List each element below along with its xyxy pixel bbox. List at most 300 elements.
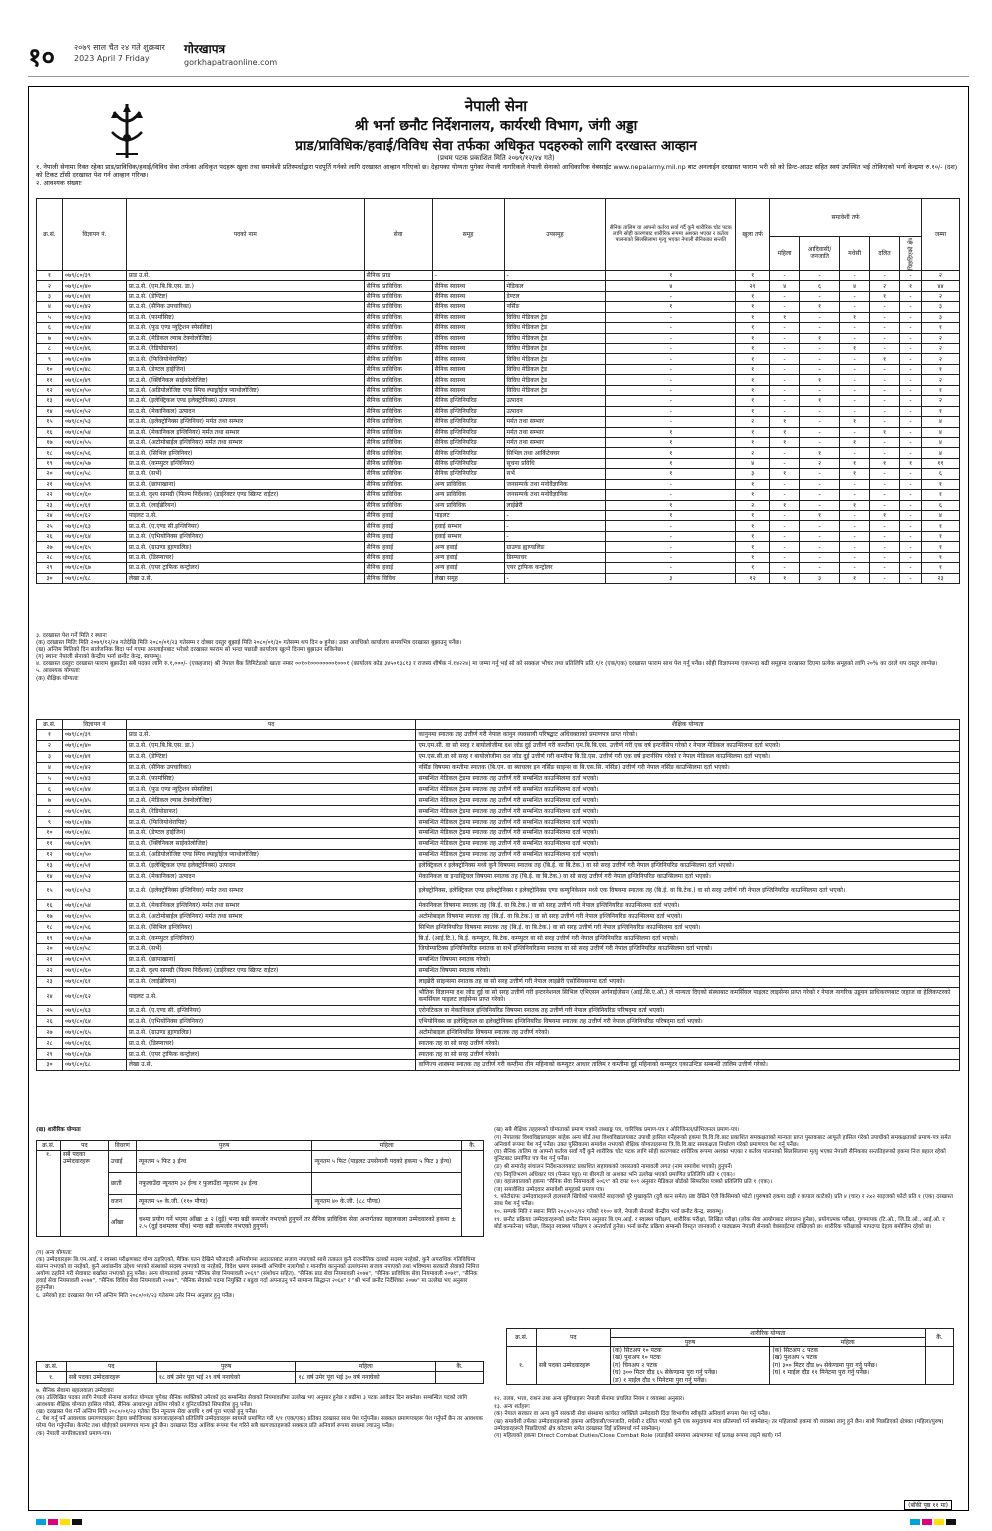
notice-dept: श्री भर्ना छनौट निर्देशनालय, कार्यरथी विभाग, जंगी अड्डा	[354, 118, 638, 134]
section-line: (क) शैक्षिक योग्यताः	[36, 675, 79, 682]
right-paragraph: १२. तलब, भत्ता, राशन तथा अन्य सुविधाहरूः नेपाली सेनामा प्रचलित नियम र व्यवस्था अनुसार।	[494, 1396, 685, 1402]
education-table-body	[37, 730, 960, 1071]
table-cell: सैनिक हवाई	[364, 552, 432, 562]
col-adivasi: आदिवासी/ जनजाति	[800, 237, 840, 271]
table-cell: १	[921, 406, 959, 416]
table-cell: -	[870, 312, 900, 322]
table-cell: ०७९/८०/६३	[62, 1005, 126, 1016]
table-cell: हवाई सम्भार	[432, 531, 504, 541]
table-cell: प्रा.उ.से. (अटोमोबाईल इन्जिनियर) मर्मत तथा सम्भार	[126, 437, 364, 447]
phy-post: सबै पदका उम्मेदवारहरू	[60, 1151, 108, 1237]
table-cell: अटोमोबाइल इन्जिनियरिङ विषयमा स्नातक तह उत्तीर्ण गरेको।	[416, 1027, 960, 1038]
table-cell: २१	[37, 479, 63, 489]
table-cell: ३	[736, 469, 770, 479]
table-cell: प्रा.उ.से. (मेकानिकल) उत्पादन	[126, 406, 364, 416]
table-cell: १	[736, 511, 770, 521]
fit-male	[610, 1347, 770, 1385]
table-cell: ०७९/८०/४६	[62, 344, 126, 354]
table-row	[37, 806, 960, 817]
table-cell: १	[840, 500, 870, 510]
table-cell: १	[736, 406, 770, 416]
table-cell: सैनिक स्वास्थ्य	[432, 333, 504, 343]
table-cell: अन्य प्राविधिक	[432, 479, 504, 489]
table-cell: २३	[37, 500, 63, 510]
table-cell: -	[606, 417, 736, 427]
col-post: पदको नाम	[126, 199, 364, 271]
col-total: जम्मा	[921, 199, 959, 271]
table-cell: सैनिक प्राविधिक	[364, 344, 432, 354]
table-row	[37, 364, 960, 374]
table-cell: सम्बन्धित मेडिकल ट्रेडमा स्नातक तह उत्तीर्ण गरी सम्बन्धित काउन्सिलमा दर्ता भएको।	[416, 817, 960, 828]
table-row	[37, 500, 960, 510]
table-cell: ३	[606, 573, 736, 583]
table-cell: १८	[37, 922, 63, 933]
table-cell: प्रा.उ.से. (सर्भे)	[126, 469, 364, 479]
table-cell: सैनिक इन्जिनियरिङ	[432, 427, 504, 437]
table-cell: -	[800, 552, 840, 562]
table-cell: जियोम्याटिक्स इन्जिनियरिङ स्नातक वा सर्भे इन्जिनियरिङमा स्नातक वा सो सरह उत्तीर्ण गरी नेपाल इन्जिनियरिङ काउन्सिलमा दर्ता भएको।	[416, 944, 960, 955]
table-cell: ०७९/८०/४५	[62, 333, 126, 343]
phy-remarks	[461, 1151, 483, 1237]
table-cell: सैनिक स्वास्थ्य	[432, 281, 504, 291]
table-row	[37, 563, 960, 573]
phy-male: न्यूनतम ५० के.जी. (११० पौण्ड)	[136, 1195, 312, 1209]
table-cell: -	[770, 531, 800, 541]
table-cell: ०७९/८०/५१	[62, 396, 126, 406]
table-cell: सैनिक प्राविधिक	[364, 500, 432, 510]
right-paragraph: १३. अन्य शर्तहरूः	[494, 1403, 530, 1410]
fit-female-item: (घ) १ माईल दौड ११ मिनेटमा पुरा गर्नु पर्नेछ।	[772, 1369, 870, 1377]
table-cell: सैनिक प्राविधिक	[364, 448, 432, 458]
table-row	[37, 933, 960, 944]
table-cell: -	[900, 448, 922, 458]
table-cell: १	[736, 291, 770, 301]
phy-male: नफुलाउँदा न्यूनतम ३२ ईन्च र फुलाउँदा न्यूनतम ३४ ईन्च	[136, 1173, 312, 1195]
table-cell: १	[840, 573, 870, 583]
table-cell: १	[921, 323, 959, 333]
table-cell: ०७९/८०/४१	[62, 291, 126, 301]
table-cell: पाइलट उ.से.	[126, 987, 416, 1005]
section-3-5	[36, 633, 960, 683]
table-cell: -	[840, 354, 870, 364]
table-cell: सम्बन्धित मेडिकल ट्रेडमा स्नातक तह उत्तीर्ण गरी सम्बन्धित काउन्सिलमा दर्ता भएको।	[416, 795, 960, 806]
table-cell: प्रा.उ.से. (कम्प्युटर इन्जिनियर)	[126, 458, 364, 468]
right-column-text	[494, 1127, 954, 1231]
table-cell: -	[504, 531, 606, 541]
table-cell: मेकानिकल विषयमा स्नातक तह (बि.ई. वा बि.टेक.) वा सो सरह उत्तीर्ण गरी नेपाल इन्जिनियरिङ काउन्सिलमा दर्ता भएको।	[416, 900, 960, 911]
table-cell: १	[736, 323, 770, 333]
table-cell: -	[870, 563, 900, 573]
table-cell: ६	[37, 784, 63, 795]
table-cell: -	[606, 291, 736, 301]
table-cell: ०७९/८०/४२	[62, 762, 126, 773]
table-cell: -	[800, 344, 840, 354]
table-cell: १४	[37, 406, 63, 416]
table-cell: १	[770, 469, 800, 479]
table-cell: अन्य प्राविधिक	[432, 490, 504, 500]
table-cell: अटोमोबाइल विषयमा स्नातक तह (बि.ई. वा बि.टेक.) वा सो सरह उत्तीर्ण गरी नेपाल इन्जिनियरिङ काउन्सिलमा दर्ता भएको।	[416, 911, 960, 922]
phy-female: न्यूनतम ४० के.जी. (८८ पौण्ड)	[312, 1195, 462, 1209]
table-cell: -	[840, 406, 870, 416]
table-cell: सैनिक प्राविधिक	[364, 364, 432, 374]
table-cell: १	[870, 458, 900, 468]
table-cell: ०७९/८०/४३	[62, 773, 126, 784]
table-row	[37, 1060, 960, 1071]
table-row	[37, 479, 960, 489]
table-cell: प्रा.उ.से. (एयर ट्राफिक कन्ट्रोलर)	[126, 563, 364, 573]
table-cell: १	[606, 469, 736, 479]
table-cell: -	[840, 490, 870, 500]
table-cell: २०	[37, 944, 63, 955]
phy-col-female: महिला	[312, 1141, 462, 1151]
table-cell: ०७९/८०/६४	[62, 531, 126, 541]
table-cell: सैनिक प्राविधिक	[364, 375, 432, 385]
col-samuha: समूह	[432, 199, 504, 271]
table-cell: लेखा उ.से.	[126, 1060, 416, 1071]
table-cell: ०७९/८०/४०	[62, 281, 126, 291]
table-cell: सैनिक हवाई	[364, 511, 432, 521]
table-cell: -	[800, 312, 840, 322]
table-cell: प्रा.उ.से. (मेडिकल ल्याब टेक्नोलोजिष्ट)	[126, 795, 416, 806]
intro-paragraph: १. नेपाली सेनामा रिक्त रहेका प्राड/प्राविधिक/हवाई/विविध सेवा तर्फका अधिकृत पदहरू खुला तथा समावेशी प्रतिस्पर्धाद्वारा पदपूर्ति गर्नको लागि दरखास्त आव्हान गरिएको छ। देहायका योग्यता पुगेका नेपाली नागरिकले नेपाली सेनाको आधिकारिक वेबसाईट www.nepalarmy.mil.np बाट अनलाईन दरखास्त फाराम भरी सो को प्रिन्ट-आउट सहित स्वयं उपस्थित भई तोकिएको भर्ना केन्द्रमा रु.१०/- (दश) को टिकट टाँसी दरखास्त पेश गर्न आव्हान गरिन्छ। २. आवश्यक संख्याः	[36, 163, 958, 188]
table-cell: १४	[37, 871, 63, 882]
edu-col-adv: विज्ञापन नं	[62, 720, 126, 730]
age-col-male: पुरुष	[156, 1362, 296, 1372]
table-cell: १	[900, 281, 922, 291]
table-cell: प्रा.उ.से. (लाईब्रेरियन)	[126, 976, 416, 987]
table-cell: ०७९/८०/६०	[62, 490, 126, 500]
table-cell: -	[870, 437, 900, 447]
table-cell: -	[900, 531, 922, 541]
table-cell: ०७९/८०/५६	[62, 922, 126, 933]
table-cell: सम्बन्धित विषयमा स्नातक गरेको।	[416, 965, 960, 976]
table-row	[37, 354, 960, 364]
table-cell: -	[900, 521, 922, 531]
table-cell: सैनिक इन्जिनियरिङ	[432, 417, 504, 427]
table-cell: ४	[840, 281, 870, 291]
table-cell: सैनिक हवाई	[364, 563, 432, 573]
table-cell: १३	[37, 396, 63, 406]
phy-female	[312, 1173, 462, 1195]
table-cell: -	[504, 270, 606, 280]
physical-table	[36, 1140, 484, 1237]
right-paragraph: (ख) समावेशी तर्फका उम्मेदवारहरूको हकमा आदिवासी/जनजाति, मधेसी र दलित भएको कुनै एक समुदायमा मात्र प्रतिस्पर्धा गर्न सक्नेछन्। तर महिलाको हकमा यो व्यवस्था लागु हुने छैन। साथै पिछडिएको क्षेत्रका (महिला/पुरुष) उम्मेदवारहरूले पिछडिएको क्षेत्र कोटामा समेत दरखास्त दिई प्रतिस्पर्धा गर्न सक्नेछन्।	[494, 1418, 944, 1432]
fit-male-item: (घ) ३०० मिटर दौड ६५ सेकेण्डमा पुरा गर्नु पर्नेछ।	[612, 1369, 718, 1377]
table-cell: ८	[37, 344, 63, 354]
table-cell: -	[870, 479, 900, 489]
table-row	[37, 871, 960, 882]
table-row	[37, 882, 960, 900]
table-cell: सैनिक प्राविधिक	[364, 406, 432, 416]
table-cell: १	[900, 458, 922, 468]
table-row	[37, 900, 960, 911]
table-cell: अन्य हवाई	[432, 552, 504, 562]
fitness-test-table	[506, 1328, 954, 1385]
table-cell: सैनिक प्राविधिक	[364, 281, 432, 291]
table-cell: २४	[37, 511, 63, 521]
table-cell: १	[770, 312, 800, 322]
table-cell: १	[606, 511, 736, 521]
table-cell: डेण्टल	[504, 291, 606, 301]
table-cell: ५	[37, 773, 63, 784]
table-cell: अन्य प्राविधिक	[432, 500, 504, 510]
age-col-sn: क्र.सं.	[37, 1362, 67, 1372]
table-cell: १	[770, 417, 800, 427]
table-cell: ०७९/८०/३९	[62, 270, 126, 280]
table-row	[37, 573, 960, 583]
table-cell: -	[606, 479, 736, 489]
table-cell: ४	[921, 427, 959, 437]
table-row	[37, 828, 960, 839]
age-remarks	[436, 1372, 484, 1384]
right-paragraph: (घ) सैनिक तालिम वा आफ्नो कर्तव्य सर्वा गर्दै कुनै शारीरिक चोट पटक लागि सोही कारणबाट शारीरिक रूपमा अशक्त भएका र कर्तव्य पालनाको सिलसिलामा मृत्यु भएका नेपाली सैनिकका सन्ततिहरूको हकमा निज बहाल रहेको युनिटबाट प्रमाणित पत्र पेश गर्नु पर्नेछ।	[494, 1149, 946, 1163]
table-cell: -	[900, 437, 922, 447]
table-cell: १	[800, 333, 840, 343]
age-male: १८ वर्ष उमेर पूरा भई २९ वर्ष ननाघेको	[156, 1372, 296, 1384]
table-cell: १	[736, 490, 770, 500]
table-cell: १	[736, 542, 770, 552]
table-cell: १२	[37, 849, 63, 860]
table-cell: -	[870, 323, 900, 333]
table-cell: २६	[37, 531, 63, 541]
age-col-female: महिला	[296, 1362, 436, 1372]
table-cell: १	[921, 490, 959, 500]
table-row	[37, 976, 960, 987]
table-cell: विविध मेडिकल ट्रेड	[504, 385, 606, 395]
table-cell: प्रा.उ.से. (इलेक्ट्रोनिक्स इन्जिनियर) मर्मत तथा सम्भार	[126, 882, 416, 900]
table-cell: प्रा.उ.से. (मेडिकल ल्याब टेक्नोलोजिष्ट)	[126, 333, 364, 343]
table-cell: २८	[37, 1038, 63, 1049]
phy-desc: छाती	[108, 1173, 136, 1195]
table-cell: ०७९/८०/५९	[62, 479, 126, 489]
table-cell: -	[840, 291, 870, 301]
table-cell: लाईब्रेरी	[504, 500, 606, 510]
section-line: (क) दरखास्त मितिः मिति २०७९/१२/२४ गतेदेखि मिति २०८०/०१/२३ गतेसम्म र दोब्बर दस्तुर बुझाई मिति २०८०/०१/३० गतेसम्म थप दिन ७ हुनेछ। उक्त अवधिको कार्यालय समयभित्र दरखास्त बुझाउनु पर्नेछ।	[36, 640, 462, 647]
table-cell: -	[900, 396, 922, 406]
table-cell: १	[921, 563, 959, 573]
table-cell: ०७९/८०/४७	[62, 817, 126, 828]
table-cell: १	[840, 458, 870, 468]
table-cell: १९	[37, 933, 63, 944]
table-cell: -	[770, 333, 800, 343]
table-cell: -	[840, 531, 870, 541]
table-cell: मर्मत तथा सम्भार	[504, 437, 606, 447]
table-cell: ०७९/८०/६७	[62, 1049, 126, 1060]
table-cell: २	[921, 354, 959, 364]
table-cell: १	[736, 521, 770, 531]
table-cell: ११	[37, 375, 63, 385]
age-post: सबै पदका उम्मेदवारहरू	[66, 1372, 156, 1384]
table-cell: -	[870, 531, 900, 541]
table-cell: ०७९/८०/५६	[62, 448, 126, 458]
table-row	[37, 385, 960, 395]
table-cell: ७	[37, 795, 63, 806]
table-cell: भौतिक विज्ञानमा दश जोड दुई वा सो सरह उत्तीर्ण गरी इन्टरनेशनल सिभिल एभिएसन अर्गनाईजेसन (आई.सि.ए.ओ.) ले मान्यता दिएको संस्थाबाट कमर्सियल पाइलट लाइसेन्स प्राप्त गरेको र नेपाल नागरिक उड्डयन प्राधिकरणबाट जहाज वा हेलिकप्टरको कमर्सियल पाइलट लाईसेन्स प्राप्त गरेको।	[416, 987, 960, 1005]
table-cell: २	[921, 270, 959, 280]
table-cell: ४४	[921, 281, 959, 291]
phy-col-male: पुरुष	[136, 1141, 312, 1151]
table-cell: -	[800, 490, 840, 500]
table-cell: २५	[37, 521, 63, 531]
table-row	[37, 396, 960, 406]
table-cell: विविध मेडिकल ट्रेड	[504, 344, 606, 354]
table-cell: -	[840, 479, 870, 489]
table-cell: ०७९/८०/३९	[62, 730, 126, 741]
table-cell: ९	[37, 817, 63, 828]
table-cell: १९	[37, 458, 63, 468]
table-cell: -	[900, 364, 922, 374]
col-women: महिला	[770, 237, 800, 271]
table-cell: १८	[37, 448, 63, 458]
table-cell: सैनिक स्वास्थ्य	[432, 344, 504, 354]
print-mark-yellow	[60, 1519, 70, 1525]
table-cell: १	[770, 427, 800, 437]
table-cell: ०७९/८०/६६	[62, 552, 126, 562]
table-cell: मर्मत तथा सम्भार	[504, 417, 606, 427]
table-cell: लेखा समूह	[432, 573, 504, 583]
table-cell: -	[606, 354, 736, 364]
page-number: १०	[28, 43, 56, 73]
table-cell: -	[770, 511, 800, 521]
table-cell: २७	[37, 542, 63, 552]
table-row	[37, 849, 960, 860]
table-cell: २	[921, 333, 959, 343]
age-sn: १.	[37, 1372, 67, 1384]
table-cell: विविध मेडिकल ट्रेड	[504, 375, 606, 385]
table-cell: -	[870, 406, 900, 416]
edu-col-post: पद	[126, 720, 416, 730]
table-cell: सैनिक स्वास्थ्य	[432, 323, 504, 333]
phy-col-sn: क्र.सं.	[37, 1141, 61, 1151]
table-cell: -	[770, 354, 800, 364]
table-cell: सैनिक विविध	[364, 573, 432, 583]
table-cell: १	[736, 344, 770, 354]
phy-col-remarks: कैं.	[461, 1141, 483, 1151]
table-cell: ०७९/८०/६५	[62, 542, 126, 552]
table-cell: १	[37, 270, 63, 280]
table-cell: सैनिक स्वास्थ्य	[432, 385, 504, 395]
table-cell: -	[870, 469, 900, 479]
table-cell: -	[606, 323, 736, 333]
table-cell: २८	[37, 552, 63, 562]
print-mark-magenta	[48, 1519, 58, 1525]
table-cell: प्रा.उ.से. (अटोमोबाईल इन्जिनियर) मर्मत तथा सम्भार	[126, 911, 416, 922]
table-cell: २	[921, 344, 959, 354]
table-cell: -	[840, 333, 870, 343]
fit-col-female: महिला	[770, 1338, 926, 1347]
table-cell: -	[770, 448, 800, 458]
table-row	[37, 817, 960, 828]
table-cell: ०७९/८०/४२	[62, 302, 126, 312]
table-row	[37, 490, 960, 500]
age-col-post: पद	[66, 1362, 156, 1372]
table-cell: प्रा.उ.से. (ग्राउण्ड ह्याण्डलिङ)	[126, 542, 364, 552]
table-cell: सैनिक प्राविधिक	[364, 385, 432, 395]
table-cell: १	[606, 302, 736, 312]
table-cell: प्रा.उ.से. (सैनिक उपचारिका)	[126, 302, 364, 312]
table-cell: बि.ई. (आई.टि.), बि.ई. कम्प्युटर, बि.टेक. कम्प्युटर वा सो सरह उत्तीर्ण गरी नेपाल इन्जिनियरिङ काउन्सिलमा दर्ता भएको।	[416, 933, 960, 944]
table-cell: १	[921, 364, 959, 374]
table-cell: प्रा.उ.से. (सिभिल इन्जिनियर)	[126, 448, 364, 458]
table-cell: -	[606, 490, 736, 500]
right-paragraph: (ज) समावेशित उम्मेदवार समावेशी समूहको प्रमाण पत्र।	[494, 1186, 605, 1193]
table-cell: सूचना प्रविधि	[504, 458, 606, 468]
table-cell: -	[870, 302, 900, 312]
table-cell: -	[840, 302, 870, 312]
table-cell: -	[606, 552, 736, 562]
table-cell: विविध मेडिकल ट्रेड	[504, 312, 606, 322]
age-female: १८ वर्ष उमेर पूरा भई ३० वर्ष ननाघेको	[296, 1372, 436, 1384]
table-cell: २२	[37, 490, 63, 500]
table-cell: -	[770, 385, 800, 395]
table-cell: -	[900, 354, 922, 364]
col-backward: पिछडिएको क्षेत्र	[900, 237, 922, 271]
table-cell: प्रा.उ.से. (डेण्टिष्ट)	[126, 751, 416, 762]
table-cell: प्रा.उ.से. (इलेक्ट्रिकल एण्ड इलेक्ट्रोनिक्स) उत्पादन	[126, 396, 364, 406]
table-cell: -	[606, 396, 736, 406]
table-cell: १	[840, 437, 870, 447]
table-cell: १	[736, 364, 770, 374]
table-cell: -	[770, 552, 800, 562]
table-row	[37, 762, 960, 773]
table-cell: ३	[800, 573, 840, 583]
table-row	[37, 531, 960, 541]
table-cell: १	[840, 312, 870, 322]
table-cell: -	[900, 333, 922, 343]
table-row	[37, 1049, 960, 1060]
newspaper-header	[28, 34, 328, 74]
table-cell: २	[921, 291, 959, 301]
table-cell: २३	[921, 573, 959, 583]
table-cell: -	[770, 490, 800, 500]
table-cell: २१	[37, 954, 63, 965]
table-cell: -	[606, 312, 736, 322]
right-paragraph: (छ) वहालवालाको हकमा "सैनिक सेवा नियमावली २०६९" को दफा १०९ अनुसार मेडिकल बोर्डको सिफारिस पत्रको प्रतिलिपि प्रति १ (एक)।	[494, 1179, 773, 1186]
table-cell: प्रा.उ.से. (फुड एण्ड न्युट्रिशन स्पेसलिष्ट)	[126, 323, 364, 333]
fit-male-item: (ग) चिनअप २ पटक	[612, 1361, 658, 1369]
table-cell: ०७९/८०/५०	[62, 849, 126, 860]
table-row	[37, 730, 960, 741]
table-cell: सैनिक प्राविधिक	[364, 469, 432, 479]
table-row	[37, 511, 960, 521]
table-cell: प्रा.उ.से. (एम.बि.बि.एस. डा.)	[126, 281, 364, 291]
table-cell: प्रा.उ.से. (ग्राउण्ड ह्याण्डलिङ)	[126, 1027, 416, 1038]
table-cell: १	[736, 531, 770, 541]
table-cell: ९	[37, 354, 63, 364]
table-cell: -	[770, 396, 800, 406]
table-cell: -	[840, 375, 870, 385]
table-cell: प्राड उ.से.	[126, 270, 364, 280]
table-cell: -	[770, 302, 800, 312]
table-row	[37, 552, 960, 562]
table-cell: एम.एम.सी. वा सो सरह र बायोलोजीमा दश जोड दुई उत्तीर्ण गरी कम्तीमा एम.बि.बि.एस. उत्तीर्ण गरी एक वर्ष इन्टर्नसिप गरेको र नेपाल मेडिकल काउन्सिलमा दर्ता भएको।	[416, 740, 960, 751]
table-row	[37, 427, 960, 437]
table-cell: १६	[37, 900, 63, 911]
table-cell: पाइलट	[432, 511, 504, 521]
table-cell: ०७९/८०/५७	[62, 458, 126, 468]
table-cell: २९	[37, 1049, 63, 1060]
table-row	[37, 458, 960, 468]
table-cell: ३०	[37, 573, 63, 583]
print-mark-yellow	[934, 1519, 944, 1525]
edu-col-sn: क्र.सं.	[37, 720, 63, 730]
table-cell: सम्बन्धित मेडिकल ट्रेडमा स्नातक तह उत्तीर्ण गरी सम्बन्धित काउन्सिलमा दर्ता भएको।	[416, 849, 960, 860]
table-cell: प्रा.उ.से. (डिस्प्याचर)	[126, 552, 364, 562]
table-cell: प्रा.उ.से. (मेकानिकल इन्जिनियर) मर्मत तथा सम्भार	[126, 900, 416, 911]
table-cell: -	[840, 563, 870, 573]
table-cell: १	[770, 500, 800, 510]
table-cell: सैनिक प्राविधिक	[364, 458, 432, 468]
